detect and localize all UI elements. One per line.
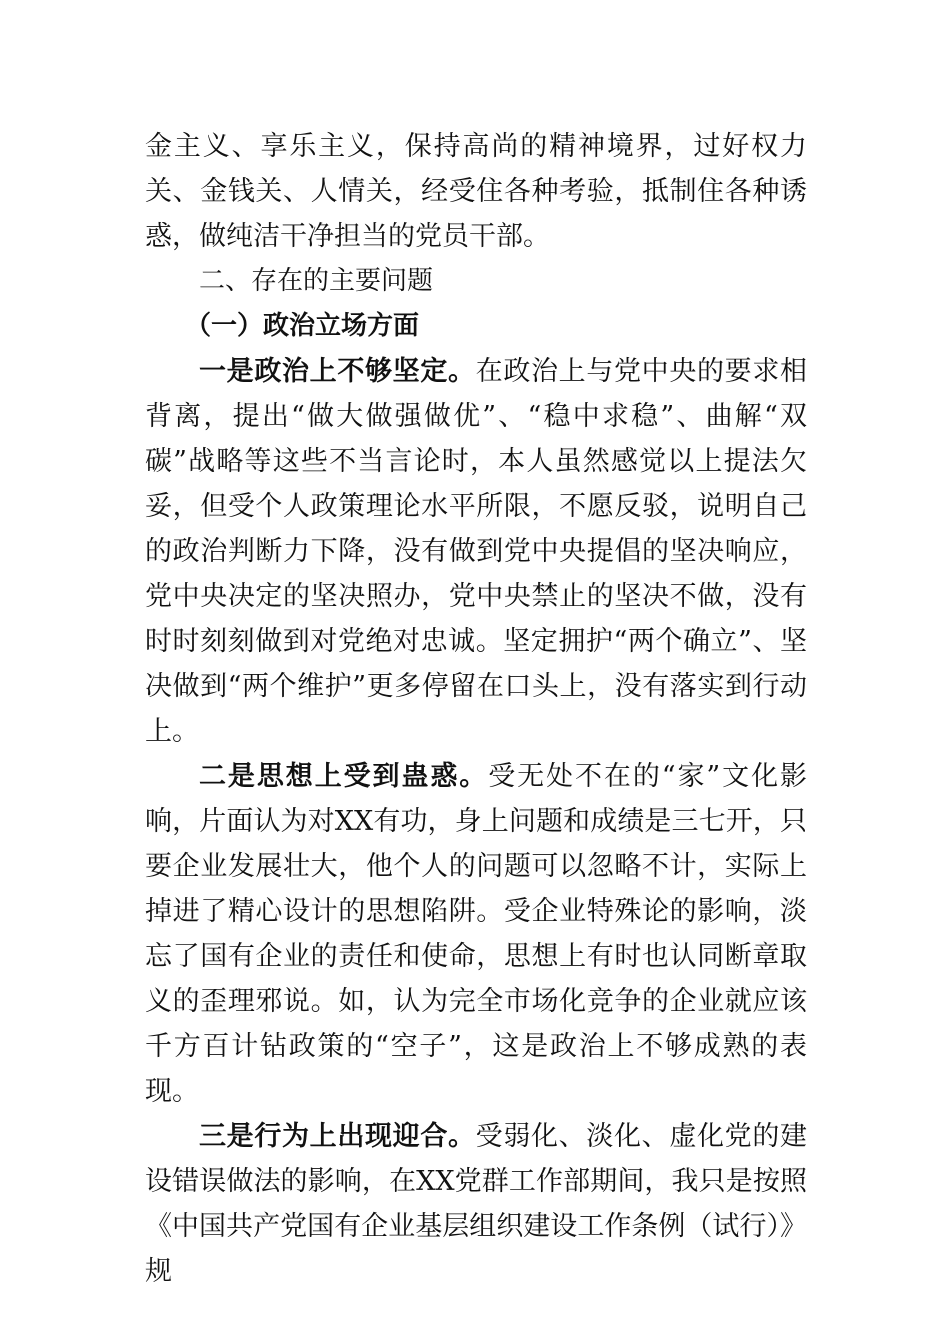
paragraph-body: 受无处不在的“家”文化影响，片面认为对XX有功，身上问题和成绩是三七开，只要企业发展壮大，他个人的问题可以忽略不计，实际上掉进了精心设计的思想陷阱。受企业特殊论的影响，淡忘了国有企业的责任和使命，思想上有时也认同断章取义的歪理邪说。如，认为完全市场化竞争的企业就应该千方百计钻政策的“空子”，这是政治上不够成熟的表现。 (145, 761, 807, 1107)
document-body (145, 124, 807, 1294)
paragraph-lead: 二是思想上受到蛊惑。 (199, 761, 489, 792)
continuation-paragraph: 金主义、享乐主义，保持高尚的精神境界，过好权力关、金钱关、人情关，经受住各种考验，抵制住各种诱惑，做纯洁干净担当的党员干部。 (145, 131, 807, 252)
paragraph-political-firmness (145, 349, 807, 754)
paragraph-body: 在政治上与党中央的要求相背离，提出“做大做强做优”、“稳中求稳”、曲解“双碳”战略等这些不当言论时，本人虽然感觉以上提法欠妥，但受个人政策理论水平所限，不愿反驳，说明自己的政治判断力下降，没有做到党中央提倡的坚决响应，党中央决定的坚决照办，党中央禁止的坚决不做，没有时时刻刻做到对党绝对忠诚。坚定拥护“两个确立”、坚决做到“两个维护”更多停留在口头上，没有落实到行动上。 (145, 356, 808, 747)
paragraph-ideological-influence (145, 754, 807, 1114)
paragraph-behavior-catering (145, 1114, 807, 1294)
paragraph-lead: 一是政治上不够坚定。 (199, 356, 476, 387)
paragraph-lead: 三是行为上出现迎合。 (199, 1121, 476, 1152)
subsection-heading: （一）政治立场方面 (185, 311, 420, 341)
paragraph-body: 受弱化、淡化、虚化党的建设错误做法的影响，在XX党群工作部期间，我只是按照《中国共产党国有企业基层组织建设工作条例（试行）》规 (145, 1121, 808, 1287)
section-heading: 二、存在的主要问题 (199, 266, 434, 296)
